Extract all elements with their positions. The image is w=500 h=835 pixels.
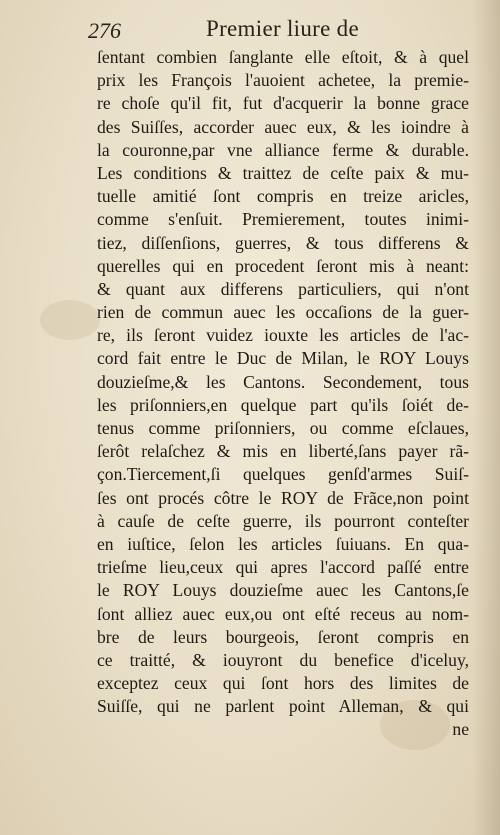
text-line: çon.Tiercement,ſi quelques genſd'armes Suiſ- xyxy=(97,464,469,485)
page-edge-shadow xyxy=(472,0,500,835)
text-line: Les conditions & traittez de ceſte paix & mu- xyxy=(97,162,469,183)
text-line: tuelle amitié ſont compris en treize aricles, xyxy=(97,186,469,207)
text-line: en iuſtice, ſelon les articles ſuiuans. En qua- xyxy=(97,533,469,554)
text-line: trieſme lieu,ceux qui apres l'accord paſſé entre xyxy=(97,557,469,578)
text-line: & quant aux differens particuliers, qui n'ont xyxy=(97,278,469,299)
text-line: tiez, diſſenſions, guerres, & tous differens & xyxy=(97,232,469,253)
text-line: Suiſſe, qui ne parlent point Alleman, & qui xyxy=(97,696,469,717)
paper-foxing-spot xyxy=(40,300,100,340)
text-line: prix les François l'auoient achetee, la premie- xyxy=(97,70,469,91)
text-line: ce traitté, & iouyront du benefice d'iceluy, xyxy=(97,649,469,670)
text-line: comme s'enſuit. Premierement, toutes inimi- xyxy=(97,209,469,230)
running-title: Premier liure de xyxy=(206,16,359,41)
page-number: 276 xyxy=(88,18,121,43)
text-line: querelles qui en procedent ſeront mis à neant: xyxy=(97,255,469,276)
page-header xyxy=(88,14,468,44)
text-line: ſentant combien ſanglante elle eſtoit, & à quel xyxy=(97,47,469,67)
text-line: ſont alliez auec eux,ou ont eſté receus au nom- xyxy=(97,603,469,624)
body-text xyxy=(97,46,469,742)
text-line: tenus comme priſonniers, ou comme eſclaues, xyxy=(97,418,469,438)
text-line: exceptez ceux qui ſont hors des limites de xyxy=(97,673,469,694)
text-line: re choſe qu'il fit, fut d'acquerir la bonne grace xyxy=(97,93,469,114)
text-line: douzieſme,& les Cantons. Secondement, tous xyxy=(97,371,469,392)
text-line: à cauſe de ceſte guerre, ils pourront conteſter xyxy=(97,510,469,531)
text-line: re, ils ſeront vuidez iouxte les articles de l'ac- xyxy=(97,325,469,346)
text-line: le ROY Louys douzieſme auec les Cantons,ſe xyxy=(97,580,469,601)
text-line: ſerôt relaſchez & mis en liberté,ſans payer rã- xyxy=(97,441,469,462)
text-line: cord fait entre le Duc de Milan, le ROY Louys xyxy=(97,348,469,369)
text-line: ſes ont procés côtre le ROY de Frãce,non point xyxy=(97,487,469,508)
text-line: rien de commun auec les occaſions de la guer- xyxy=(97,302,469,323)
text-line: la couronne,par vne alliance ferme & durable. xyxy=(97,139,469,160)
text-line: les priſonniers,en quelque part qu'ils ſoiét de- xyxy=(97,394,469,415)
text-line: bre de leurs bourgeois, ſeront compris en xyxy=(97,626,469,647)
text-line: ne xyxy=(452,719,469,740)
text-line: des Suiſſes, accorder auec eux, & les ioindre à xyxy=(97,116,469,137)
